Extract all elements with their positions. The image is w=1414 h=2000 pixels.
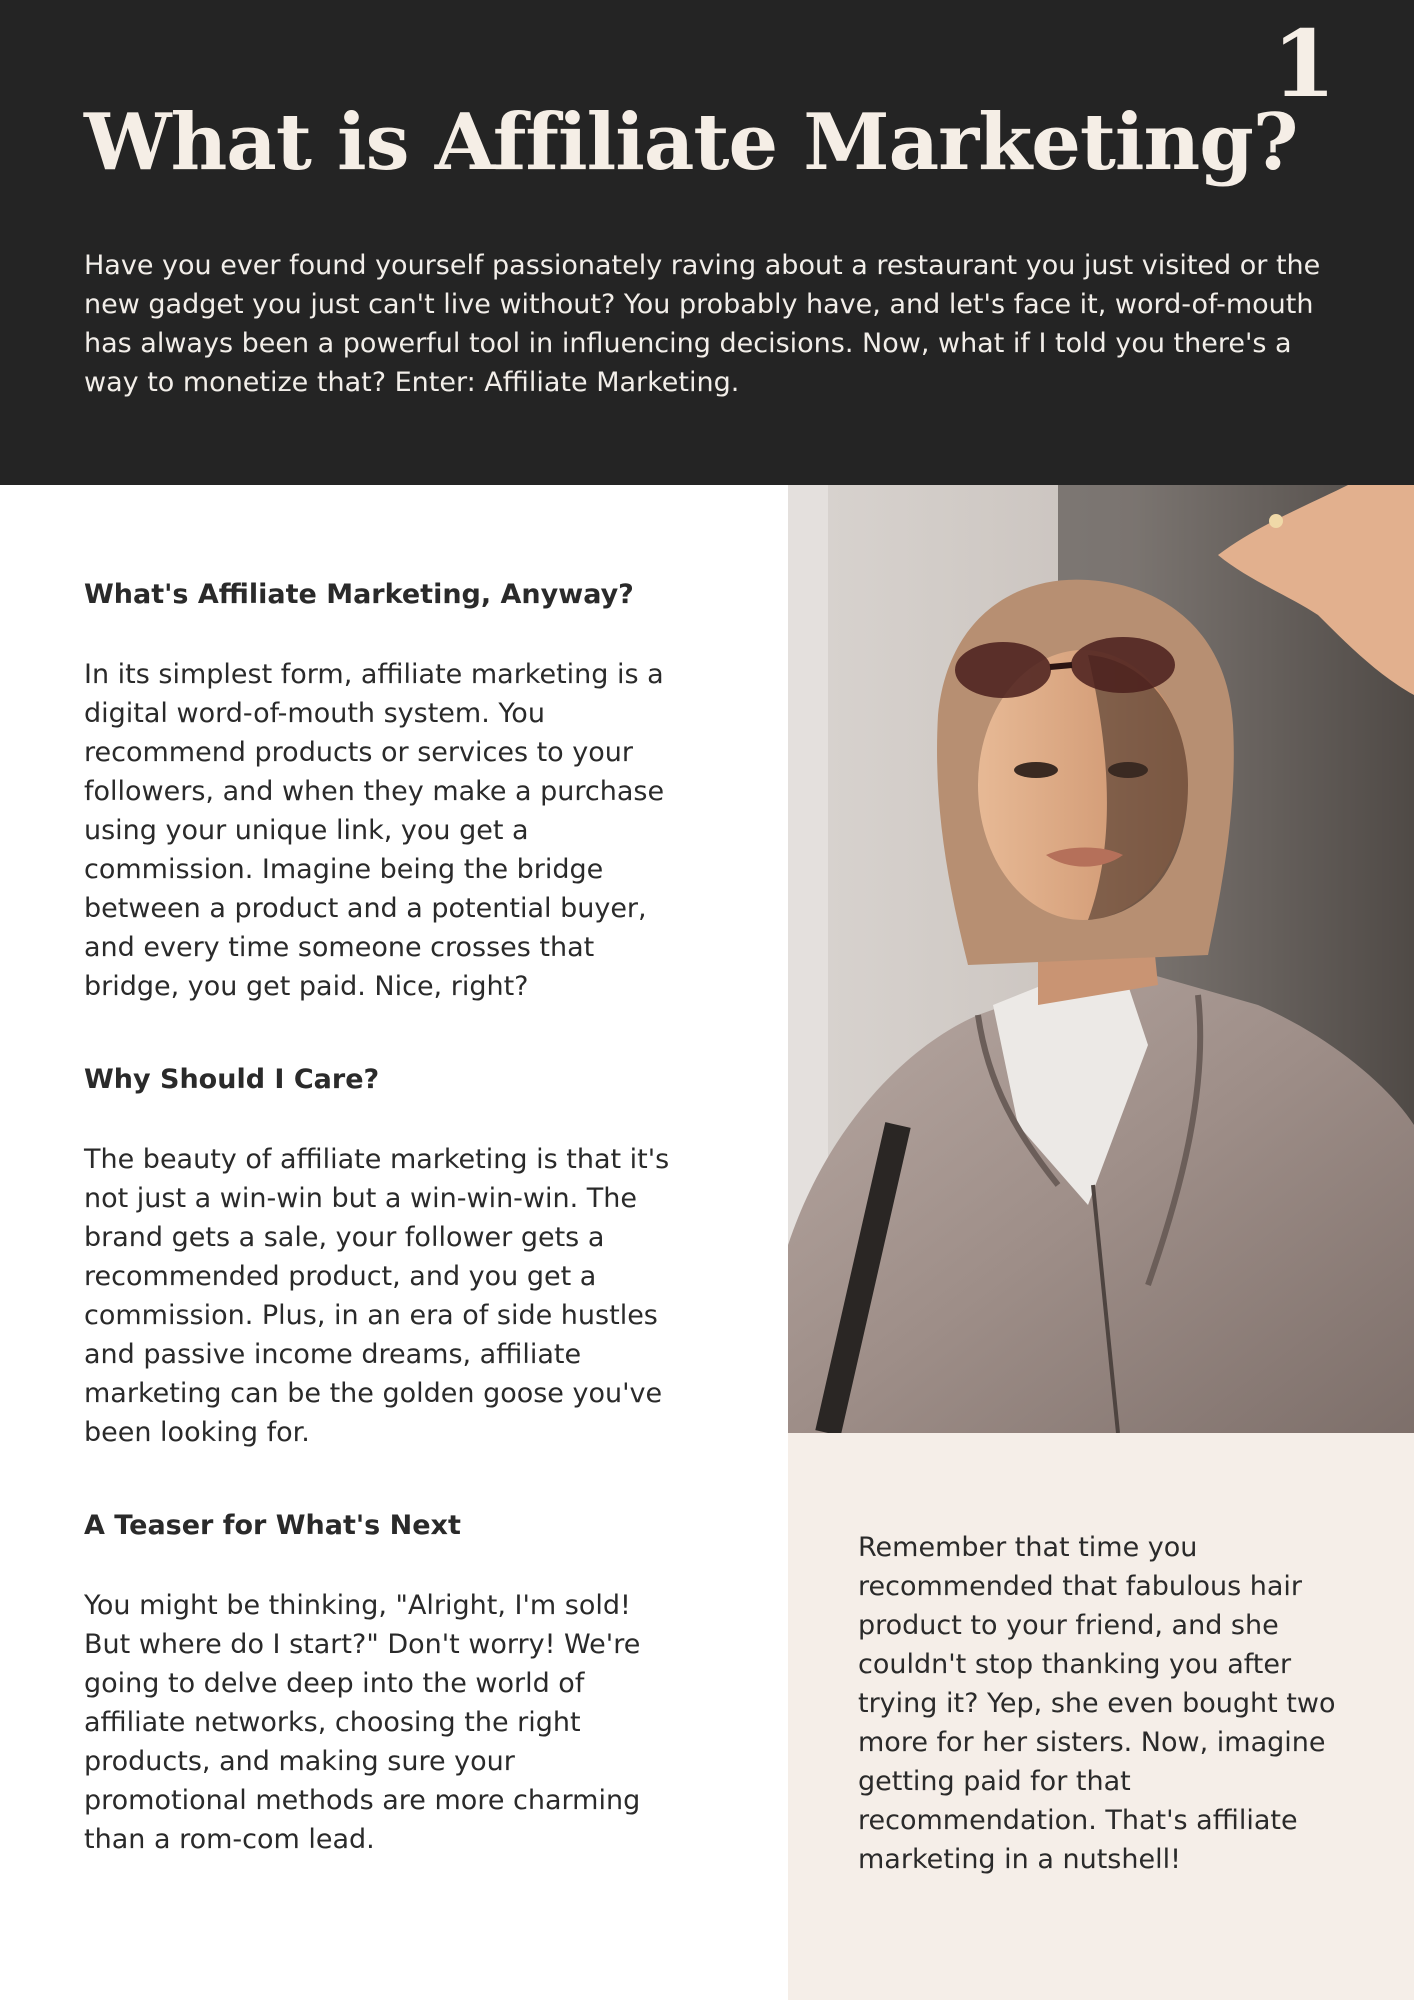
- portrait-illustration: [788, 485, 1414, 1433]
- page-number: 1: [1271, 10, 1336, 118]
- page-title: What is Affiliate Marketing?: [84, 97, 1298, 188]
- section-heading: Why Should I Care?: [84, 1064, 380, 1095]
- side-note-panel: [788, 1433, 1414, 2000]
- section-body: In its simplest form, affiliate marketing is a digital word-of-mouth system. You recommend products or services to your followers, and when they make a purchase using your unique link, you get a commission. Imagine being the bridge between a product and a potential buyer, and every time someone crosses that bridge, you get paid. Nice, right?: [84, 659, 665, 1002]
- section-what-is: [84, 577, 684, 1006]
- section-body: You might be thinking, "Alright, I'm sold! But where do I start?" Don't worry! We're going to delve deep into the world of affiliate networks, choosing the right products, and making sure your promotional methods are more charming than a rom-com lead.: [84, 1590, 641, 1855]
- intro-paragraph: Have you ever found yourself passionately raving about a restaurant you just visited or the new gadget you just can't live without? You probably have, and let's face it, word-of-mouth has always been a powerful tool in influencing decisions. Now, what if I told you there's a way to monetize that? Enter: Affiliate Marketing.: [84, 250, 1321, 398]
- section-heading: What's Affiliate Marketing, Anyway?: [84, 579, 634, 610]
- header-banner: [0, 0, 1414, 485]
- section-why-care: [84, 1062, 684, 1452]
- article-column: [84, 577, 684, 1859]
- portrait-photo: [788, 485, 1414, 1433]
- section-teaser: [84, 1508, 684, 1859]
- side-note-text: Remember that time you recommended that fabulous hair product to your friend, and she couldn't stop thanking you after trying it? Yep, she even bought two more for her sisters. Now, imagine getting paid for that recommendation. That's affiliate marketing in a nutshell!: [858, 1532, 1336, 1875]
- section-heading: A Teaser for What's Next: [84, 1510, 461, 1541]
- section-body: The beauty of affiliate marketing is that it's not just a win-win but a win-win-win. The brand gets a sale, your follower gets a recommended product, and you get a commission. Plus, in an era of side hustles and passive income dreams, affiliate marketing can be the golden goose you've been looking for.: [84, 1144, 670, 1448]
